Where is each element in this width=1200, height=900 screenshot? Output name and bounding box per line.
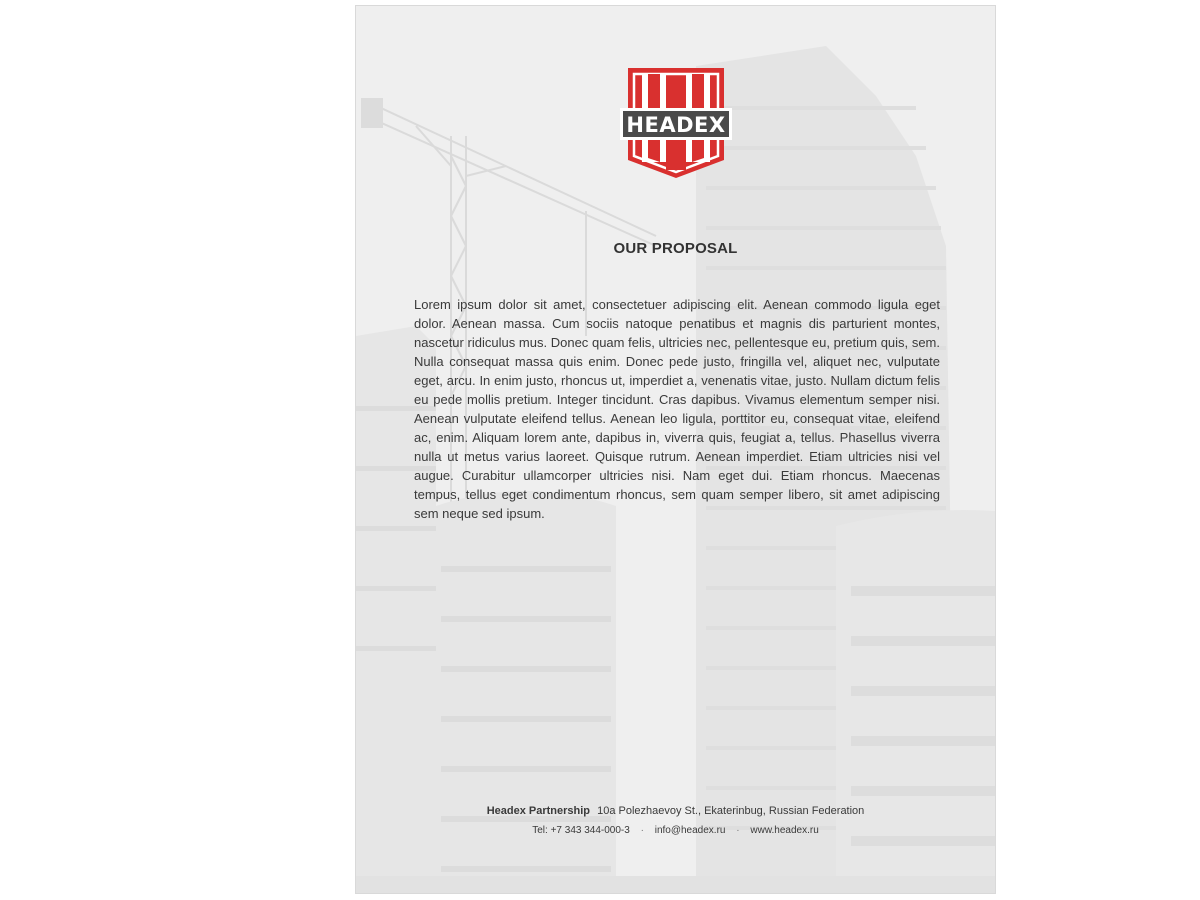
footer-address: 10a Polezhaevoy St., Ekaterinbug, Russian Federation — [597, 805, 865, 817]
footer-website[interactable]: www.headex.ru — [750, 825, 819, 836]
page-title: OUR PROPOSAL — [613, 240, 738, 257]
headex-logo — [620, 66, 732, 180]
footer-email[interactable]: info@headex.ru — [654, 825, 726, 836]
footer-separator: · — [736, 825, 740, 836]
proposal-body-text: Lorem ipsum dolor sit amet, consectetuer adipiscing elit. Aenean commodo ligula eget dolor. Aenean massa. Cum sociis natoque penatibus et magnis dis parturient montes, nascetur ridiculus mus. Donec quam felis, ultricies nec, pellentesque eu, pretium quis, sem. Nulla consequat massa quis enim. Donec pede justo, fringilla vel, aliquet nec, vulputate eget, arcu. In enim justo, rhoncus ut, imperdiet a, venenatis vitae, justo. Nullam dictum felis eu pede mollis pretium. Integer tincidunt. Cras dapibus. Vivamus elementum semper nisi. Aenean vulputate eleifend tellus. Aenean leo ligula, porttitor eu, consequat vitae, eleifend ac, enim. Aliquam lorem ante, dapibus in, viverra quis, feugiat a, tellus. Phasellus viverra nulla ut metus varius laoreet. Quisque rutrum. Aenean imperdiet. Etiam ultricies nisi vel augue. Curabitur ullamcorper ultricies nisi. Nam eget dui. Etiam rhoncus. Maecenas tempus, tellus eget condimentum rhoncus, sem quam semper libero, sit amet adipiscing sem neque sed ipsum. — [414, 297, 940, 521]
footer-separator: · — [640, 825, 644, 836]
footer-phone: Tel: +7 343 344-000-3 — [532, 825, 630, 836]
footer-contact-line — [356, 825, 995, 836]
letterhead-page — [355, 5, 996, 894]
footer-address-line — [356, 805, 995, 817]
footer-company-name: Headex Partnership — [486, 805, 591, 817]
logo-wordmark: HEADEX — [626, 113, 726, 137]
